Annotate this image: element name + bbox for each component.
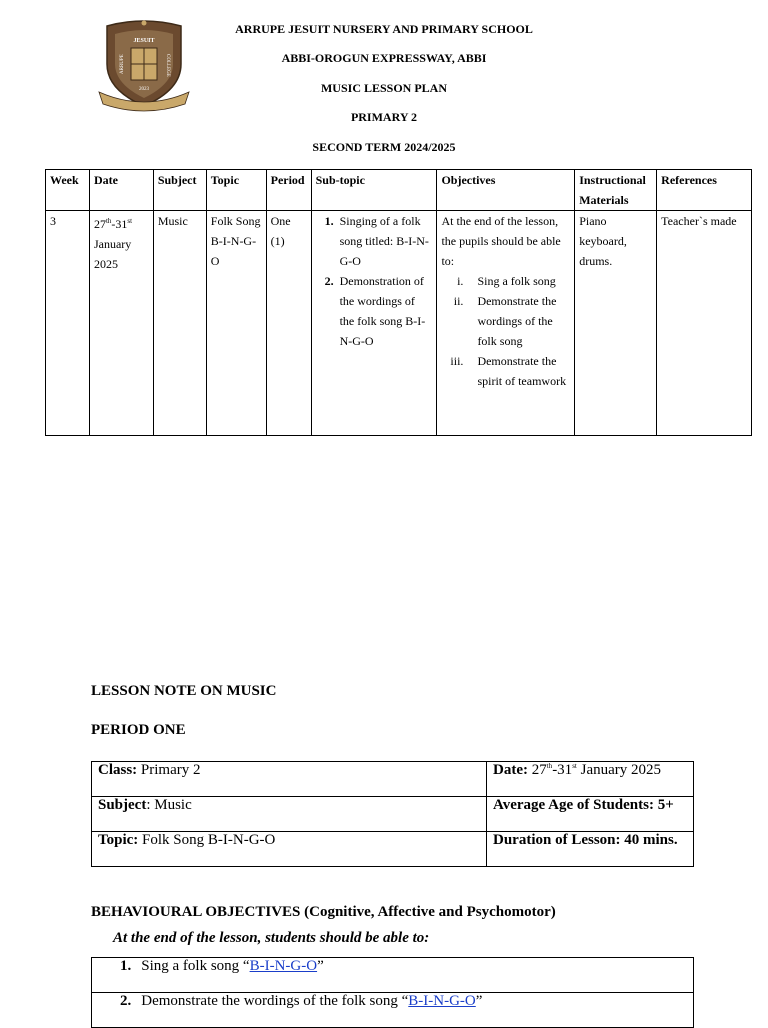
svg-text:COLLEGE: COLLEGE — [165, 54, 170, 77]
behavioural-objectives-table — [91, 957, 694, 1028]
col-header-materials: Instructional Materials — [575, 170, 657, 211]
cell-subject: Music — [153, 211, 206, 436]
table-row — [92, 958, 694, 993]
list-item: 1. Singing of a folk song titled: B-I-N-G-O — [324, 214, 429, 268]
cell-materials: Piano keyboard, drums. — [575, 211, 657, 436]
behavioural-objectives-title: BEHAVIOURAL OBJECTIVES (Cognitive, Affective and Psychomotor) — [91, 904, 556, 920]
age-cell: Average Age of Students: 5+ — [487, 797, 694, 832]
lesson-plan-table — [45, 169, 752, 436]
school-address: ABBI-OROGUN EXPRESSWAY, ABBI — [281, 51, 487, 65]
table-row — [92, 762, 694, 797]
col-header-topic: Topic — [206, 170, 266, 211]
table-row — [92, 797, 694, 832]
period-title: PERIOD ONE — [91, 722, 186, 738]
class-title: PRIMARY 2 — [350, 110, 418, 124]
document-title: MUSIC LESSON PLAN — [320, 81, 448, 95]
cell-objectives: At the end of the lesson, the pupils should be able to: i. Sing a folk song ii. Demonstrate the wordings of the folk song iii. Demonstrate the spirit of teamwork — [437, 211, 575, 436]
list-item: ii. Demonstrate the wordings of the folk song — [453, 294, 557, 348]
duration-cell: Duration of Lesson: 40 mins. — [487, 832, 694, 867]
col-header-subtopic: Sub-topic — [311, 170, 437, 211]
objective-item: 2. Demonstrate the wordings of the folk song “B-I-N-G-O” — [92, 993, 694, 1028]
cell-subtopic — [311, 211, 437, 436]
lesson-note-title: LESSON NOTE ON MUSIC — [91, 683, 277, 699]
school-name: ARRUPE JESUIT NURSERY AND PRIMARY SCHOOL — [235, 22, 533, 36]
col-header-objectives: Objectives — [437, 170, 575, 211]
lesson-info-table — [91, 761, 694, 867]
list-item: iii. Demonstrate the spirit of teamwork — [450, 354, 567, 388]
list-item: i. Sing a folk song — [457, 274, 556, 288]
col-header-period: Period — [266, 170, 311, 211]
list-item: 2. Demonstration of the wordings of the folk song B-I-N-G-O — [324, 274, 426, 348]
bingo-link[interactable]: B-I-N-G-O — [408, 993, 476, 1009]
cell-references: Teacher`s made — [657, 211, 752, 436]
date-cell: Date: 27th-31st January 2025 — [487, 762, 694, 797]
class-cell: Class: Primary 2 — [92, 762, 487, 797]
col-header-subject: Subject — [153, 170, 206, 211]
table-row — [92, 832, 694, 867]
cell-period: One (1) — [266, 211, 311, 436]
svg-text:JESUIT: JESUIT — [133, 38, 155, 44]
col-header-date: Date — [89, 170, 153, 211]
table-row — [46, 211, 752, 436]
behavioural-objectives-intro: At the end of the lesson, students should be able to: — [113, 930, 430, 946]
table-row — [92, 993, 694, 1028]
col-header-week: Week — [46, 170, 90, 211]
subject-cell: Subject: Music — [92, 797, 487, 832]
cell-date: 27th-31st January 2025 — [89, 211, 153, 436]
col-header-references: References — [657, 170, 752, 211]
term-title: SECOND TERM 2024/2025 — [312, 140, 456, 154]
topic-cell: Topic: Folk Song B-I-N-G-O — [92, 832, 487, 867]
cell-week: 3 — [46, 211, 90, 436]
objective-item: 1. Sing a folk song “B-I-N-G-O” — [92, 958, 694, 993]
table-header-row — [46, 170, 752, 211]
cell-topic: Folk Song B-I-N-G-O — [206, 211, 266, 436]
bingo-link[interactable]: B-I-N-G-O — [249, 958, 318, 974]
svg-text:ARRUPE: ARRUPE — [120, 54, 125, 74]
svg-text:2023: 2023 — [139, 87, 149, 92]
